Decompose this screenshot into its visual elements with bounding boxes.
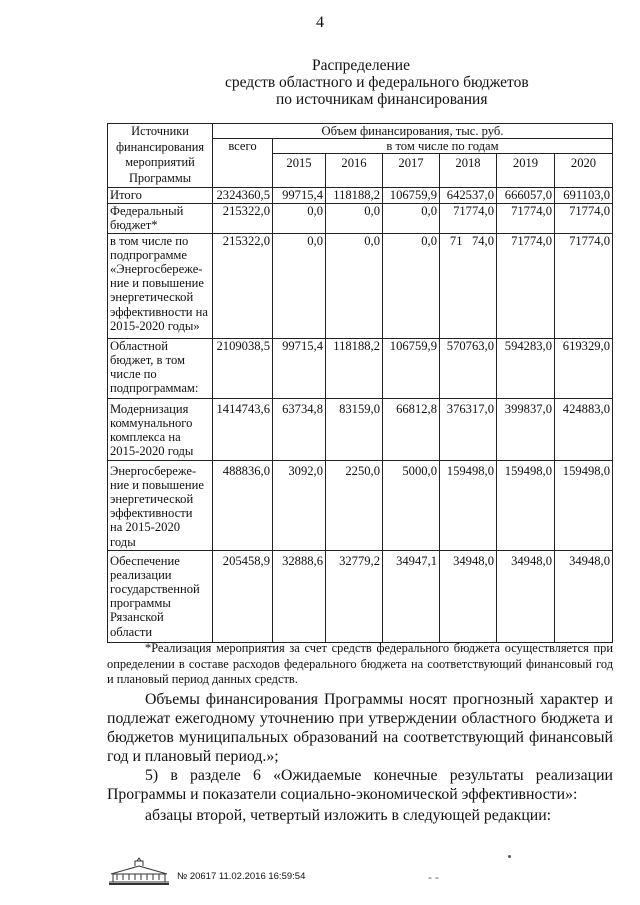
row-label-line: коммунального — [110, 415, 193, 430]
table-row — [108, 233, 613, 338]
year-header: 2020 — [555, 154, 613, 188]
cell-total: 488836,0 — [213, 460, 273, 550]
cell-value: 106759,9 — [383, 338, 440, 398]
cell-value: 691103,0 — [555, 188, 613, 203]
header-by-years: в том числе по годам — [273, 139, 613, 154]
cell-value: 71774,0 — [555, 233, 613, 338]
table-row — [108, 203, 613, 233]
paragraph-financing-note: Объемы финансирования Программы носят прогнозный характер и подлежат ежегодному уточнению при утверждении областного бюджета и бюджетов муниципальных образований на соответствующий финансовый год и плановый период.»; — [107, 691, 613, 765]
row-label-line: «Энергосбереже- — [110, 262, 203, 277]
row-label — [108, 460, 213, 550]
row-label-line: программы — [110, 596, 171, 611]
header-source-cell — [108, 124, 213, 188]
cell-value: 71774,0 — [497, 233, 555, 338]
year-header: 2016 — [326, 154, 383, 188]
cell-value: 0,0 — [383, 233, 440, 338]
cell-value: 3092,0 — [273, 460, 326, 550]
cell-value: 0,0 — [383, 203, 440, 233]
registry-stamp-text: № 20617 11.02.2016 16:59:54 — [177, 871, 306, 882]
row-label — [108, 398, 213, 460]
row-label-line: подпрограммам: — [110, 381, 199, 396]
cell-value: 32888,6 — [273, 550, 326, 642]
cell-value: 594283,0 — [497, 338, 555, 398]
title-line-3: по источникам финансирования — [276, 91, 488, 108]
cell-value: 424883,0 — [555, 398, 613, 460]
row-label-line: ние и повышение — [110, 276, 204, 291]
cell-value: 642537,0 — [440, 188, 497, 203]
cell-value: 159498,0 — [440, 460, 497, 550]
header-source-line: финансирования — [115, 139, 205, 154]
cell-value: 71774,0 — [497, 203, 555, 233]
cell-value: 118188,2 — [326, 338, 383, 398]
year-header: 2019 — [497, 154, 555, 188]
cell-value: 0,0 — [326, 203, 383, 233]
row-label-line: 2015-2020 годы» — [110, 318, 200, 333]
title-line-2: средств областного и федерального бюджетов — [225, 74, 529, 91]
cell-value: 570763,0 — [440, 338, 497, 398]
cell-value: 5000,0 — [383, 460, 440, 550]
cell-value: 34948,0 — [555, 550, 613, 642]
row-label-line: числе по — [110, 367, 157, 382]
cell-total: 2109038,5 — [213, 338, 273, 398]
row-label-line: государственной — [110, 582, 200, 597]
header-source-line: Источники — [131, 124, 189, 138]
row-label-line: энергетической — [110, 290, 194, 305]
row-label — [108, 338, 213, 398]
page-number: 4 — [316, 14, 324, 31]
row-label-line: Энергосбереже- — [110, 463, 197, 478]
scan-dot — [508, 855, 511, 858]
header-source-line: Программы — [128, 170, 192, 185]
table-row — [108, 188, 613, 203]
cell-value: 2250,0 — [326, 460, 383, 550]
cell-value: 66812,8 — [383, 398, 440, 460]
year-header: 2017 — [383, 154, 440, 188]
header-total: всего — [213, 139, 273, 188]
paragraph-section-6: 5) в разделе 6 «Ожидаемые конечные результаты реализации Программы и показатели социально-экономической эффективности»: — [107, 767, 613, 803]
cell-value: 106759,9 — [383, 188, 440, 203]
row-label-line: эффективности на — [110, 304, 208, 319]
title-line-1: Распределение — [312, 57, 410, 74]
cell-value: 666057,0 — [497, 188, 555, 203]
row-label-line: Обеспечение — [110, 553, 180, 568]
cell-value: 159498,0 — [555, 460, 613, 550]
cell-value: 71774,0 — [440, 203, 497, 233]
row-label-line: Рязанской — [110, 610, 164, 625]
financing-table — [107, 123, 613, 643]
row-label — [108, 550, 213, 642]
cell-value: 159498,0 — [497, 460, 555, 550]
table-row — [108, 398, 613, 460]
row-label-line: Областной — [110, 338, 168, 353]
cell-value: 63734,8 — [273, 398, 326, 460]
row-label-line: ние и повышение — [110, 477, 204, 492]
row-label-line: подпрограмме — [110, 247, 187, 262]
row-label-line: Модернизация — [110, 401, 189, 416]
header-volume: Объем финансирования, тыс. руб. — [213, 124, 613, 139]
cell-total: 215322,0 — [213, 233, 273, 338]
row-label-line: области — [110, 624, 153, 639]
row-label-line: бюджет, в том — [110, 352, 186, 367]
cell-total: 1414743,6 — [213, 398, 273, 460]
cell-value: 0,0 — [273, 233, 326, 338]
cell-value: 99715,4 — [273, 338, 326, 398]
cell-value: 71774,0 — [555, 203, 613, 233]
row-label-line: реализации — [110, 567, 172, 582]
cell-value: 34948,0 — [497, 550, 555, 642]
cell-value: 619329,0 — [555, 338, 613, 398]
cell-value: 0,0 — [273, 203, 326, 233]
cell-value: 118188,2 — [326, 188, 383, 203]
year-header: 2018 — [440, 154, 497, 188]
scan-mark: - - — [428, 870, 439, 884]
cell-total: 215322,0 — [213, 203, 273, 233]
cell-value: 71 74,0 — [440, 233, 497, 338]
cell-value: 0,0 — [326, 233, 383, 338]
row-label-line: в том числе по — [110, 233, 189, 248]
cell-value: 376317,0 — [440, 398, 497, 460]
footnote: *Реализация мероприятия за счет средств федерального бюджета осуществляется при определении в составе расходов федерального бюджета на соответствующий финансовый год и плановый период данных средств. — [107, 641, 613, 686]
table-row — [108, 550, 613, 642]
header-source-line: мероприятий — [125, 155, 195, 169]
row-label-line: бюджет* — [110, 217, 158, 232]
cell-total: 2324360,5 — [213, 188, 273, 203]
cell-value: 34947,1 — [383, 550, 440, 642]
row-label-line: на 2015-2020 — [110, 520, 181, 535]
row-label-line: эффективности — [110, 506, 193, 521]
row-label — [108, 233, 213, 338]
cell-value: 399837,0 — [497, 398, 555, 460]
row-label — [108, 188, 213, 203]
year-header: 2015 — [273, 154, 326, 188]
row-label — [108, 203, 213, 233]
cell-value: 34948,0 — [440, 550, 497, 642]
cell-total: 205458,9 — [213, 550, 273, 642]
row-label-line: Итого — [110, 188, 142, 203]
row-label-line: годы — [110, 534, 136, 549]
table-row — [108, 460, 613, 550]
cell-value: 99715,4 — [273, 188, 326, 203]
paragraph-paragraphs-edit: абзацы второй, четвертый изложить в следующей редакции: — [145, 807, 552, 824]
table-row — [108, 338, 613, 398]
row-label-line: 2015-2020 годы — [110, 444, 194, 459]
row-label-line: Федеральный — [110, 203, 184, 218]
document-title — [0, 57, 640, 108]
cell-value: 32779,2 — [326, 550, 383, 642]
row-label-line: энергетической — [110, 492, 194, 507]
cell-value: 83159,0 — [326, 398, 383, 460]
row-label-line: комплекса на — [110, 430, 181, 445]
